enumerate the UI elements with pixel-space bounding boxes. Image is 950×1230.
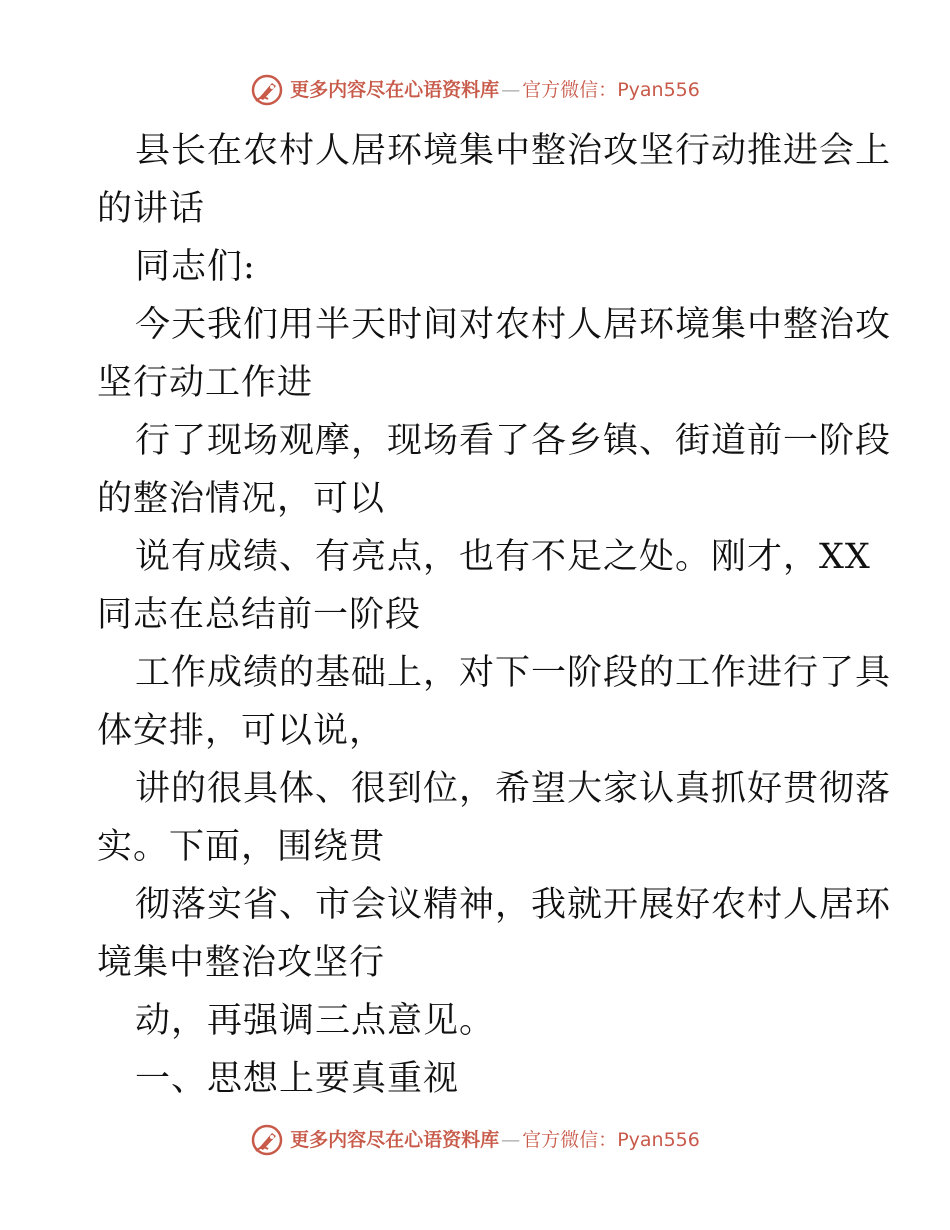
banner-separator: —	[501, 78, 521, 101]
footer-banner	[0, 1120, 950, 1160]
paragraph-line: 行了现场观摩，现场看了各乡镇、街道前一阶段	[135, 421, 892, 461]
paragraph-line: 同志在总结前一阶段	[97, 595, 422, 635]
banner-separator: —	[501, 1128, 521, 1151]
salutation: 同志们:	[135, 247, 256, 287]
document-title-line-1: 县长在农村人居环境集中整治攻坚行动推进会上	[135, 131, 892, 171]
paragraph-line: 动，再强调三点意见。	[135, 1001, 496, 1041]
banner-text	[290, 78, 700, 101]
paragraph-line: 说有成绩、有亮点，也有不足之处。刚才，XX	[135, 537, 871, 577]
wechat-label: 官方微信：	[522, 78, 618, 101]
paragraph-line: 的整治情况，可以	[97, 479, 386, 519]
paragraph-line: 实。下面，围绕贯	[97, 827, 386, 867]
pen-nib-logo-icon	[250, 1123, 284, 1157]
paragraph-line: 彻落实省、市会议精神，我就开展好农村人居环	[135, 885, 892, 925]
paragraph-line: 讲的很具体、很到位，希望大家认真抓好贯彻落	[135, 769, 892, 809]
paragraph-line: 境集中整治攻坚行	[97, 943, 386, 983]
header-banner	[0, 70, 950, 110]
document-body	[97, 122, 892, 1108]
banner-text	[290, 1128, 700, 1151]
brand-text: 更多内容尽在心语资料库	[290, 1128, 500, 1151]
brand-text: 更多内容尽在心语资料库	[290, 78, 500, 101]
wechat-handle: Pyan556	[617, 1128, 700, 1151]
pen-nib-logo-icon	[250, 73, 284, 107]
paragraph-line: 今天我们用半天时间对农村人居环境集中整治攻	[135, 305, 892, 345]
document-title-line-2: 的讲话	[97, 189, 206, 229]
wechat-handle: Pyan556	[617, 78, 700, 101]
paragraph-line: 体安排，可以说，	[97, 711, 386, 751]
wechat-label: 官方微信：	[522, 1128, 618, 1151]
paragraph-line: 工作成绩的基础上，对下一阶段的工作进行了具	[135, 653, 892, 693]
section-heading: 一、思想上要真重视	[135, 1059, 460, 1099]
paragraph-line: 坚行动工作进	[97, 363, 314, 403]
